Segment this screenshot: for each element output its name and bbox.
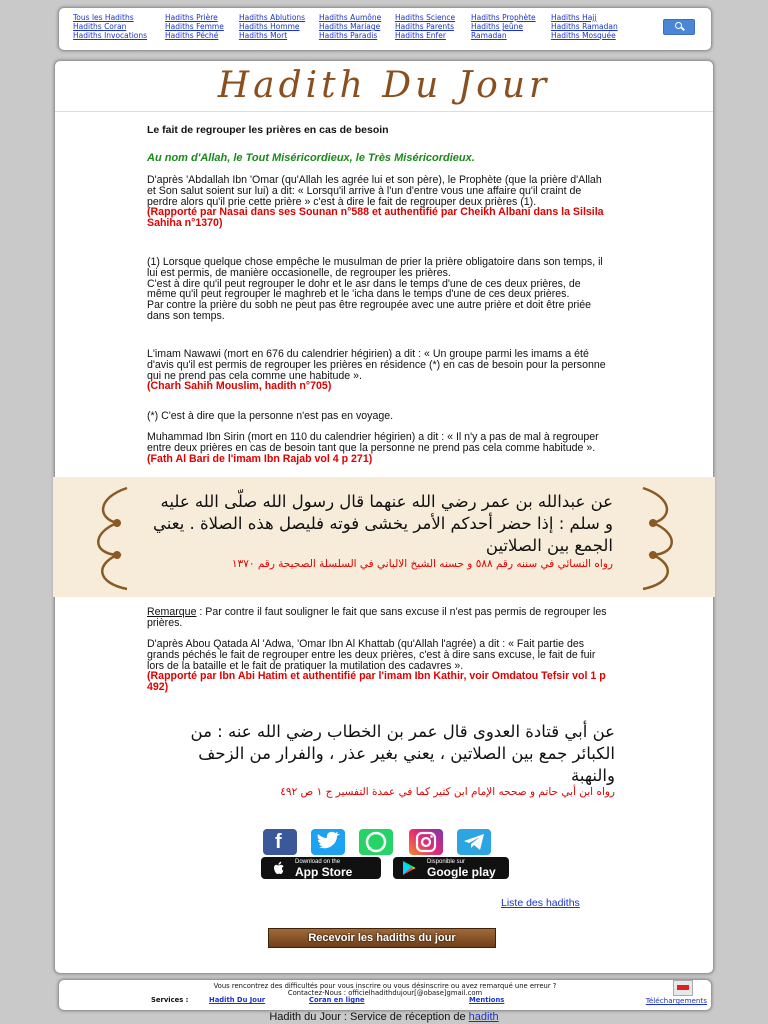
arabic-frame-1: [53, 477, 715, 597]
ornament-right-icon: [635, 483, 683, 593]
footer-line-1: Vous rencontrez des difficultés pour vous inscrire ou vous désinscrire ou avez remarqué une erreur ?: [213, 982, 557, 990]
basmala: Au nom d'Allah, le Tout Miséricordieux, le Très Miséricordieux.: [147, 152, 475, 164]
hadith-title: Le fait de regrouper les prières en cas de besoin: [147, 124, 389, 136]
telechargements-link[interactable]: Téléchargements: [645, 996, 707, 1005]
arabic-source-1: رواه النسائي في سننه رقم ٥٨٨ و حسنه الشيخ الالباني في السلسلة الصحيحة رقم ١٣٧٠: [231, 558, 613, 570]
instagram-icon[interactable]: [409, 829, 443, 855]
google-play-small: Disponible sur: [427, 859, 466, 865]
nav-links-grid: [73, 13, 643, 40]
source-5: (Fath Al Bari de l'imam Ibn Rajab vol 4 p 271): [147, 452, 373, 465]
ornament-left-icon: [87, 483, 135, 593]
nav-row-3: [73, 31, 643, 40]
nav-link[interactable]: Hadiths Homme: [239, 22, 300, 31]
paragraph-2: (1) Lorsque quelque chose empêche le musulman de prier la prière obligatoire dans son temps, il lui est permis, de manière occasionelle, de regrouper les prières. C'est à dire qu'il peut regrouper le dohr et le asr dans le temps d'une de ces deux prières, de même qu'il peut regrouper le maghreb et le 'icha dans le temps d'une de ces deux prières. Par contre la prière du sobh ne peut pas être regroupée avec une autre prière et doit être priée dans son temps.: [147, 256, 603, 322]
nav-row-2: [73, 22, 643, 31]
facebook-icon[interactable]: f: [263, 829, 297, 855]
nav-link[interactable]: Tous les Hadiths: [73, 13, 134, 22]
footer-contact: Contactez-Nous : officielhadithdujour[@obase]gmail.com: [287, 989, 483, 997]
nav-link[interactable]: Hadiths Invocations: [73, 31, 148, 40]
source-1: (Rapporté par Nasai dans ses Sounan n°588 et authentifié par Cheikh Albani dans la Silsila Sahiha n°1370): [147, 206, 604, 230]
service-mentions-link[interactable]: Mentions: [469, 996, 505, 1004]
source-3: (Charh Sahih Mouslim, hadith n°705): [147, 380, 332, 393]
app-store-big: App Store: [295, 865, 353, 879]
nav-link[interactable]: Ramadan: [471, 31, 507, 40]
service-hadith-du-jour-link[interactable]: Hadith Du Jour: [209, 996, 266, 1004]
arabic-hadith-1: عن عبدالله بن عمر رضي الله عنهما قال رسول الله صلّى الله عليه و سلم : إذا حضر أحدكم الأمر يخشى فوته فليصل هذه الصلاة . يعني الجمع بين الصلاتين: [153, 492, 613, 555]
source-6: (Rapporté par Ibn Abi Hatim et authentifié par l'imam Ibn Kathir, voir Omdatou Tefsir vol 1 p 492): [147, 670, 606, 694]
nav-link[interactable]: Hadiths Hajj: [551, 13, 597, 22]
liste-des-hadiths-link[interactable]: Liste des hadiths: [501, 897, 580, 909]
search-button[interactable]: [663, 19, 695, 35]
main-panel: [54, 60, 714, 974]
nav-link[interactable]: Hadiths Mort: [239, 31, 288, 40]
telegram-icon[interactable]: [457, 829, 491, 855]
paragraph-3: L'imam Nawawi (mort en 676 du calendrier hégirien) a dit : « Un groupe parmi les imams a été d'avis qu'il est permis de regrouper les prières en résidence (*) en cas de besoin pour la personne qui ne prend pas cela comme une habitude ». (Charh Sahih Mouslim, hadith n°705): [147, 348, 606, 393]
nav-link[interactable]: Hadiths Prière: [165, 13, 218, 22]
top-nav-panel: [58, 7, 712, 51]
site-logo[interactable]: Hadith Du Jour: [217, 65, 551, 106]
footer-services-label: Services :: [151, 996, 189, 1004]
nav-link[interactable]: Hadiths Paradis: [319, 31, 378, 40]
nav-link[interactable]: Hadiths Science: [395, 13, 456, 22]
pdf-icon[interactable]: [673, 980, 693, 996]
nav-link[interactable]: Hadiths Péché: [165, 31, 219, 40]
app-store-badge[interactable]: [261, 857, 381, 879]
remark-label: Remarque: [147, 606, 197, 618]
nav-link[interactable]: Hadiths Mosquée: [551, 31, 616, 40]
recevoir-hadiths-button[interactable]: Recevoir les hadiths du jour: [268, 928, 496, 948]
bottom-text: Hadith du Jour : Service de réception de: [269, 1011, 469, 1023]
paragraph-1: D'après 'Abdallah Ibn 'Omar (qu'Allah les agrée lui et son père), le Prophète (que la prière d'Allah et Son salut soient sur lui) a dit: « Lorsqu'il arrive à l'un d'entre vous une affaire qu'il craint de perdre alors qu'il prie cette prière » c'est à dire le fait de regrouper deux prières (1). (Rapporté par Nasai dans ses Sounan n°588 et authentifié par Cheikh Albani dans la Silsila Sahiha n°1370): [147, 175, 607, 229]
remark: Remarque : Par contre il faut souligner le fait que sans excuse il n'est pas permis de regrouper les prières.: [147, 606, 607, 629]
bottom-tagline: [0, 1011, 768, 1023]
nav-link[interactable]: Hadiths Jeûne: [471, 22, 524, 31]
paragraph-4: (*) C'est à dire que la personne n'est pas en voyage.: [147, 410, 394, 422]
apple-icon: [271, 860, 287, 876]
nav-link[interactable]: Hadiths Mariage: [319, 22, 381, 31]
paragraph-5: Muhammad Ibn Sirin (mort en 110 du calendrier hégirien) a dit : « Il n'y a pas de mal à regrouper entre deux prières en cas de besoin tant que la personne ne prend pas cela comme habitude ». (Fath Al Bari de l'imam Ibn Rajab vol 4 p 271): [147, 432, 607, 464]
nav-link[interactable]: Hadiths Parents: [395, 22, 454, 31]
paragraph-6: D'après Abou Qatada Al 'Adwa, 'Omar Ibn Al Khattab (qu'Allah l'agrée) a dit : « Fait partie des grands péchés le fait de regrouper entre les deux prières, c'est à dire sans excuse, le fait de fuir lors de la bataille et le fait de pratiquer la mutilation des cadavres ». (Rapporté par Ibn Abi Hatim et authentifié par l'imam Ibn Kathir, voir Omdatou Tefsir vol 1 p 492): [147, 638, 606, 694]
hadith-link[interactable]: hadith: [468, 1011, 499, 1023]
google-play-badge[interactable]: [393, 857, 509, 879]
arabic-hadith-2: عن أبي قتادة العدوى قال عمر بن الخطاب رضي الله عنه : من الكبائر جمع بين الصلاتين ، يعني بغير عذر ، والفرار من الزحف والنهبة: [190, 722, 615, 785]
footer-panel: [58, 979, 712, 1011]
twitter-icon[interactable]: [311, 829, 345, 855]
nav-link[interactable]: Hadiths Ablutions: [239, 13, 306, 22]
nav-link[interactable]: Hadiths Femme: [165, 22, 224, 31]
nav-link[interactable]: Hadiths Ramadan: [551, 22, 618, 31]
google-play-icon: [401, 860, 417, 876]
whatsapp-icon[interactable]: [359, 829, 393, 855]
arabic-source-2: رواه ابن أبي حاتم و صححه الإمام ابن كثير كما في عمدة التفسير ج ١ ص ٤٩٢: [280, 786, 615, 798]
nav-link[interactable]: Hadiths Prophète: [471, 13, 536, 22]
header: [55, 61, 713, 112]
google-play-big: Google play: [427, 865, 496, 879]
nav-link[interactable]: Hadiths Enfer: [395, 31, 446, 40]
nav-link[interactable]: Hadiths Aumône: [319, 13, 382, 22]
nav-link[interactable]: Hadiths Coran: [73, 22, 127, 31]
service-coran-en-ligne-link[interactable]: Coran en ligne: [309, 996, 365, 1004]
app-store-small: Download on the: [295, 859, 341, 865]
nav-row-1: [73, 13, 643, 22]
